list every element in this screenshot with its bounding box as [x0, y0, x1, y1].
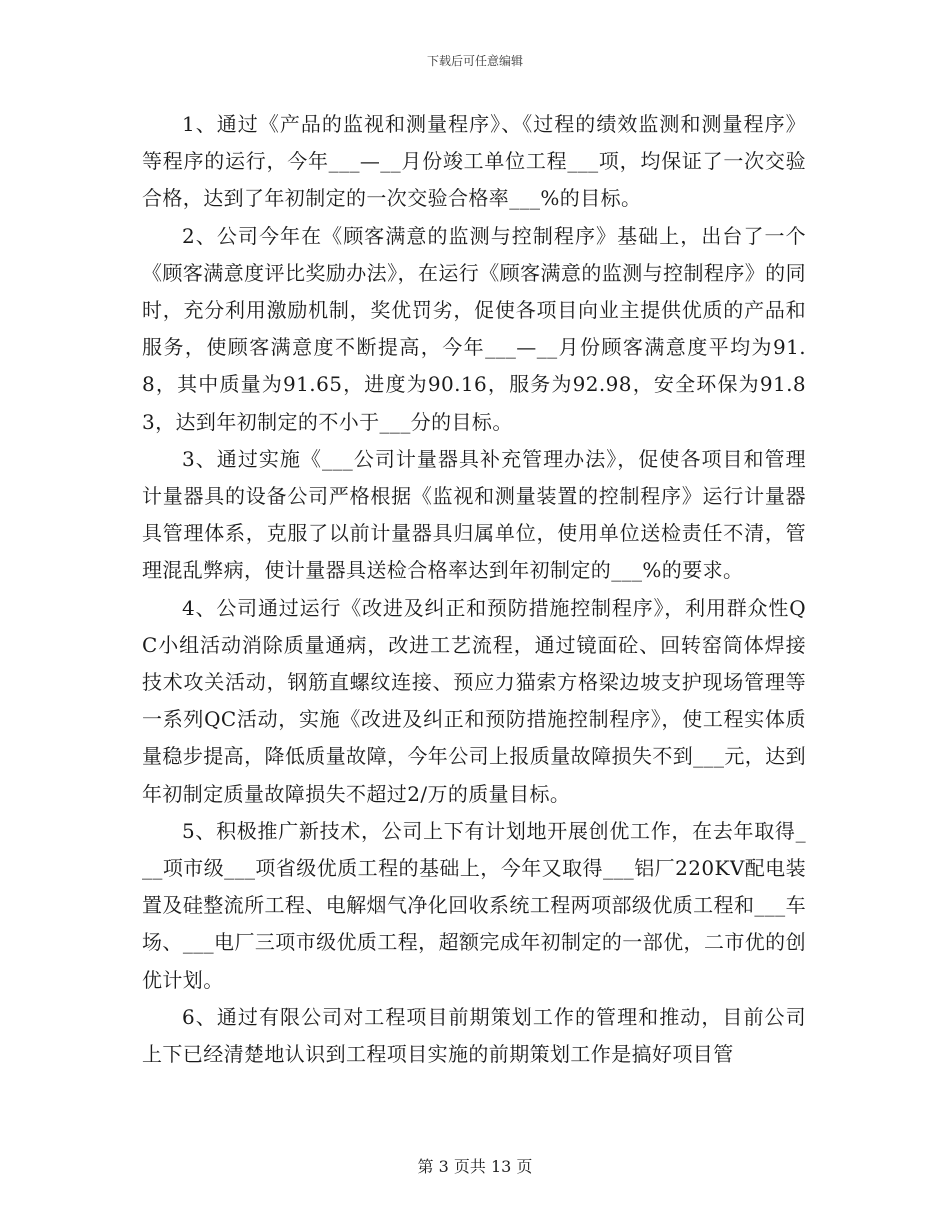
paragraph-2: 2、公司今年在《顾客满意的监测与控制程序》基础上，出台了一个《顾客满意度评比奖励办法》，在运行《顾客满意的监测与控制程序》的同时，充分利用激励机制，奖优罚劣，促使各项目向业主提供优质的产品和服务，使顾客满意度不断提高，今年___—__月份顾客满意度平均为91.8，其中质量为91.65，进度为90.16，服务为92.98，安全环保为91.83，达到年初制定的不小于___分的目标。	[142, 223, 806, 434]
paragraph-1: 1、通过《产品的监视和测量程序》、《过程的绩效监测和测量程序》等程序的运行，今年___—__月份竣工单位工程___项，均保证了一次交验合格，达到了年初制定的一次交验合格率___%的目标。	[142, 112, 806, 211]
page-footer: 第 3 页共 13 页	[417, 1157, 533, 1176]
paragraph-3: 3、通过实施《___公司计量器具补充管理办法》，促使各项目和管理计量器具的设备公司严格根据《监视和测量装置的控制程序》运行计量器具管理体系，克服了以前计量器具归属单位，使用单位送检责任不清，管理混乱弊病，使计量器具送检合格率达到年初制定的___%的要求。	[142, 446, 806, 583]
document-body	[142, 106, 806, 1073]
paragraph-5: 5、积极推广新技术，公司上下有计划地开展创优工作，在去年取得___项市级___项省级优质工程的基础上，今年又取得___铝厂220KV配电装置及硅整流所工程、电解烟气净化回收系统工程两项部级优质工程和___车场、___电厂三项市级优质工程，超额完成年初制定的一部优，二市优的创优计划。	[142, 818, 806, 992]
page-header: 下载后可任意编辑	[426, 54, 523, 68]
paragraph-4: 4、公司通过运行《改进及纠正和预防措施控制程序》，利用群众性QC小组活动消除质量通病，改进工艺流程，通过镜面砼、回转窑筒体焊接技术攻关活动，钢筋直螺纹连接、预应力猫索方格梁边坡支护现场管理等一系列QC活动，实施《改进及纠正和预防措施控制程序》，使工程实体质量稳步提高，降低质量故障，今年公司上报质量故障损失不到___元，达到年初制定质量故障损失不超过2/万的质量目标。	[142, 595, 806, 806]
paragraph-6: 6、通过有限公司对工程项目前期策划工作的管理和推动，目前公司上下已经清楚地认识到工程项目实施的前期策划工作是搞好项目管	[142, 1004, 806, 1067]
